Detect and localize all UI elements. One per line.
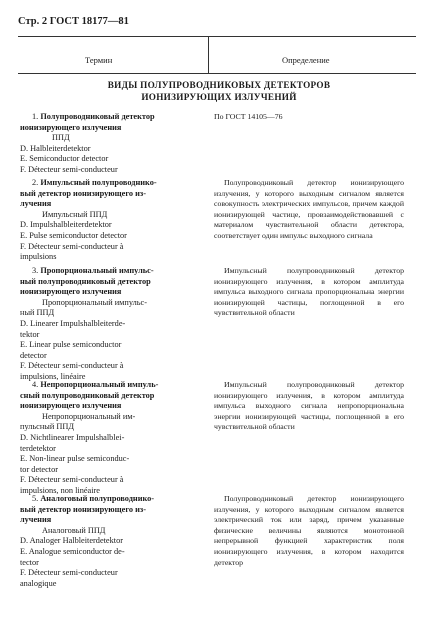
term-title: 4. Непропорциональный импуль- — [32, 380, 159, 389]
term-foreign-en-cont: tor detector — [20, 464, 59, 474]
section-title-line-1: ВИДЫ ПОЛУПРОВОДНИКОВЫХ ДЕТЕКТОРОВ — [107, 80, 331, 90]
term-title: 2. Импульсный полупроводнико- — [32, 178, 157, 187]
term-number: 5. — [32, 494, 39, 503]
table-head-rule — [18, 73, 416, 74]
term-foreign-fr: F. Détecteur semi-conducteur — [20, 568, 118, 578]
term-title-cont: ионизирующего излучения — [20, 401, 122, 411]
term-number: 4. — [32, 380, 39, 389]
term-entry-1 — [20, 112, 192, 176]
term-number: 3. — [32, 266, 39, 275]
term-number: 1. — [32, 112, 39, 121]
definition-3: Импульсный полупроводниковый детектор ионизирующего излучения, в котором амплитуда импульса выходного сигнала пропорциональна энергии ионизирующей частицы, поглощенной в его чувствительной области — [214, 266, 404, 318]
term-number: 2. — [32, 178, 39, 187]
term-title: 3. Пропорциональный импульс- — [32, 266, 154, 275]
column-header-term: Термин — [85, 55, 113, 65]
term-foreign-en-cont: tector — [20, 557, 39, 567]
term-foreign-fr-cont: impulsions, linéaire — [20, 371, 86, 381]
term-title-cont: вый детектор ионизирующего из- — [20, 504, 146, 514]
definition-5: Полупроводниковый детектор ионизирующего излучения, у которого выходным сигналом является электрический ток или заряд, причем указанные физические величины являются монотонной непрерывной функцией характеристик поля ионизирующего излучения, в котором находится детектор — [214, 494, 404, 567]
term-foreign-en: E. Non-linear pulse semiconduc- — [20, 454, 130, 464]
term-foreign-de: D. Linearer Impulshalbleiterde- — [20, 318, 126, 328]
term-title-cont: вый детектор ионизирующего из- — [20, 188, 146, 198]
term-foreign-de: D. Impulshalbleiterdetektor — [20, 220, 112, 230]
column-header-definition: Определение — [282, 55, 330, 65]
term-title-cont: ионизирующего излучения — [20, 122, 122, 132]
term-foreign-de: D. Nichtlinearer Impulshalblei- — [20, 432, 125, 442]
term-foreign-de: D. Halbleiterdetektor — [20, 143, 91, 153]
term-foreign-fr-cont: analogique — [20, 578, 57, 588]
page-header: Стр. 2 ГОСТ 18177—81 — [18, 16, 129, 27]
term-foreign-fr-cont: impulsions — [20, 252, 57, 262]
definition-4: Импульсный полупроводниковый детектор ионизирующего излучения, в котором амплитуда импульса выходного сигнала непропорциональна энергии ионизирующей частицы, поглощенной в его чувствительной области — [214, 380, 404, 432]
term-foreign-fr: F. Détecteur semi-conducteur — [20, 164, 118, 174]
term-foreign-en-cont: detector — [20, 350, 47, 360]
term-foreign-en: E. Analogue semiconductor de- — [20, 546, 125, 556]
term-foreign-de: D. Analoger Halbleiterdetektor — [20, 536, 123, 546]
term-foreign-de-cont: terdetektor — [20, 443, 56, 453]
definition-1: По ГОСТ 14105—76 — [214, 112, 283, 121]
term-title: 1. Полупроводниковый детектор — [32, 112, 155, 121]
term-entry-5 — [20, 494, 192, 589]
term-title-cont: лучения — [20, 199, 52, 209]
term-foreign-fr-cont: impulsions, non linéaire — [20, 485, 100, 495]
term-abbr: Непропорциональный им- — [42, 411, 136, 421]
term-foreign-fr: F. Détecteur semi-conducteur à — [20, 241, 124, 251]
term-entry-2 — [20, 178, 192, 263]
term-foreign-en: E. Semiconductor detector — [20, 154, 109, 164]
term-foreign-en: E. Pulse semiconductor detector — [20, 230, 127, 240]
term-title-cont: сный полупроводниковый детектор — [20, 390, 155, 400]
term-abbr-cont: ный ППД — [20, 308, 55, 318]
term-abbr: ППД — [52, 133, 70, 143]
term-foreign-fr: F. Détecteur semi-conducteur à — [20, 361, 124, 371]
term-entry-3 — [20, 266, 192, 383]
term-abbr: Импульсный ППД — [42, 209, 108, 219]
term-abbr-cont: пульсный ППД — [20, 422, 75, 432]
section-title — [40, 79, 398, 103]
table-top-rule — [18, 36, 416, 37]
term-foreign-de-cont: tektor — [20, 329, 40, 339]
column-divider — [208, 36, 209, 73]
term-title: 5. Аналоговый полупроводнико- — [32, 494, 155, 503]
term-abbr: Пропорциональный импульс- — [42, 297, 147, 307]
section-title-line-2: ИОНИЗИРУЮЩИХ ИЗЛУЧЕНИЙ — [141, 92, 297, 102]
definition-2: Полупроводниковый детектор ионизирующего излучения, у которого выходным сигналом является совокупность электрических импульсов, причем каждой ионизирующей частице, провзаимодействовавшей с материалом чувствительной области детектора, соответствует один импульс выходного сигнала — [214, 178, 404, 240]
term-abbr: Аналоговый ППД — [42, 525, 106, 535]
term-foreign-fr: F. Détecteur semi-conducteur à — [20, 475, 124, 485]
term-title-cont: лучения — [20, 515, 52, 525]
term-entry-4 — [20, 380, 192, 497]
term-foreign-en: E. Linear pulse semiconductor — [20, 340, 122, 350]
term-title-cont: ный полупроводниковый детектор — [20, 276, 151, 286]
term-title-cont: ионизирующего излучения — [20, 287, 122, 297]
